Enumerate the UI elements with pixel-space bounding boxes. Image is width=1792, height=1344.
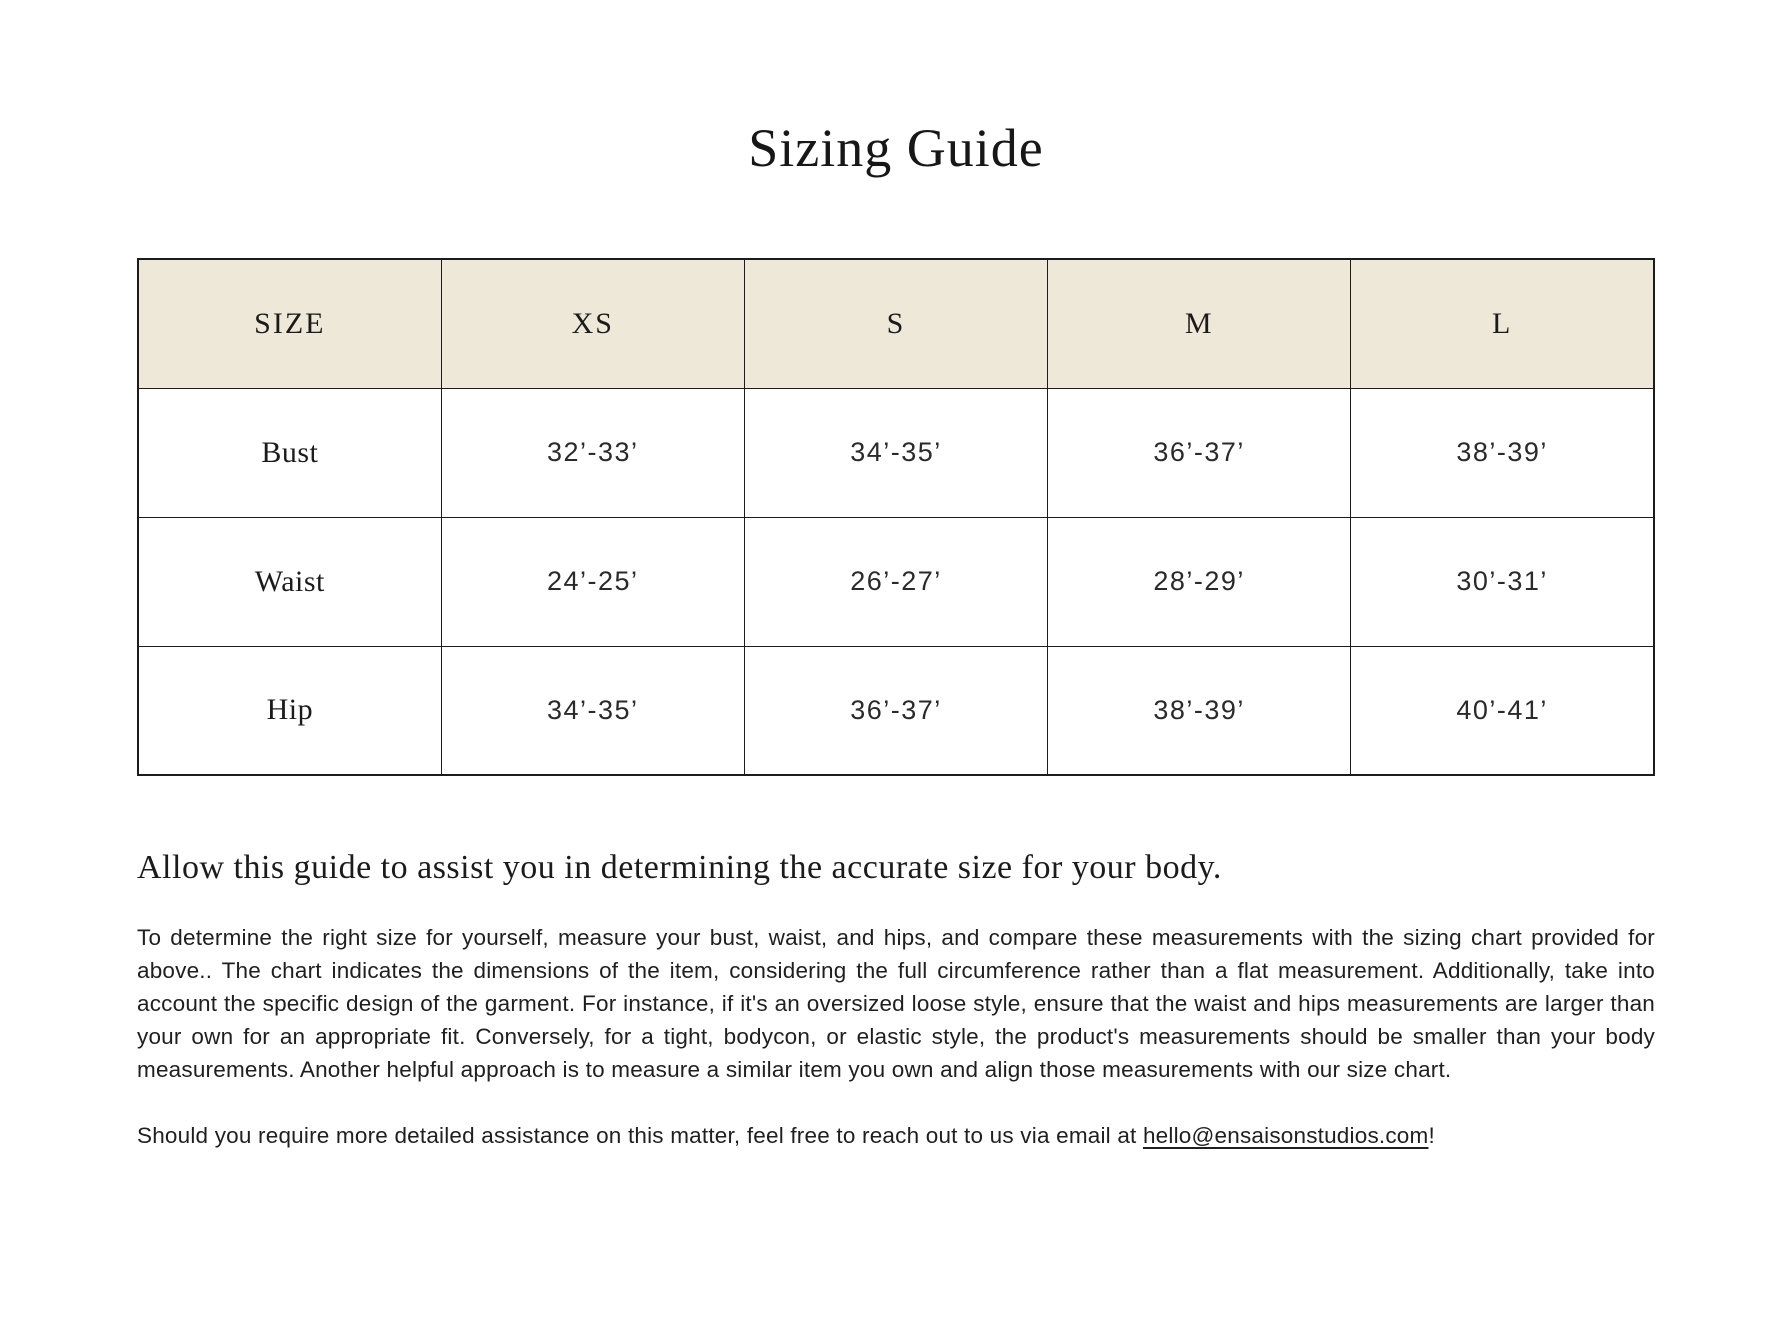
contact-text: Should you require more detailed assistance on this matter, feel free to reach out to us via email at bbox=[137, 1123, 1143, 1148]
table-header-row bbox=[138, 259, 1654, 388]
hip-l-value: 40’-41’ bbox=[1351, 646, 1654, 775]
bust-m-value: 36’-37’ bbox=[1048, 388, 1351, 517]
size-table-body bbox=[138, 388, 1654, 775]
column-header-m: M bbox=[1048, 259, 1351, 388]
column-header-s: S bbox=[744, 259, 1047, 388]
bust-s-value: 34’-35’ bbox=[744, 388, 1047, 517]
table-row-waist bbox=[138, 517, 1654, 646]
row-label-hip: Hip bbox=[138, 646, 441, 775]
contact-line bbox=[137, 1119, 1655, 1152]
hip-s-value: 36’-37’ bbox=[744, 646, 1047, 775]
column-header-xs: XS bbox=[441, 259, 744, 388]
column-header-size: SIZE bbox=[138, 259, 441, 388]
waist-m-value: 28’-29’ bbox=[1048, 517, 1351, 646]
row-label-waist: Waist bbox=[138, 517, 441, 646]
table-row-bust bbox=[138, 388, 1654, 517]
table-row-hip bbox=[138, 646, 1654, 775]
contact-suffix: ! bbox=[1428, 1123, 1435, 1148]
hip-xs-value: 34’-35’ bbox=[441, 646, 744, 775]
row-label-bust: Bust bbox=[138, 388, 441, 517]
size-table-header bbox=[138, 259, 1654, 388]
guide-paragraph: To determine the right size for yourself, measure your bust, waist, and hips, and compare these measurements with the sizing chart provided for above.. The chart indicates the dimensions of the item, considering the full circumference rather than a flat measurement. Additionally, take into account the specific design of the garment. For instance, if it's an oversized loose style, ensure that the waist and hips measurements are larger than your own for an appropriate fit. Conversely, for a tight, bodycon, or elastic style, the product's measurements should be smaller than your body measurements. Another helpful approach is to measure a similar item you own and align those measurements with our size chart. bbox=[137, 925, 1655, 1082]
bust-l-value: 38’-39’ bbox=[1351, 388, 1654, 517]
waist-xs-value: 24’-25’ bbox=[441, 517, 744, 646]
column-header-l: L bbox=[1351, 259, 1654, 388]
bust-xs-value: 32’-33’ bbox=[441, 388, 744, 517]
guide-subheading: Allow this guide to assist you in determining the accurate size for your body. bbox=[137, 849, 1222, 886]
email-link[interactable]: hello@ensaisonstudios.com bbox=[1142, 1123, 1429, 1148]
page-title: Sizing Guide bbox=[748, 118, 1044, 178]
size-table bbox=[137, 258, 1655, 776]
waist-l-value: 30’-31’ bbox=[1351, 517, 1654, 646]
waist-s-value: 26’-27’ bbox=[744, 517, 1047, 646]
hip-m-value: 38’-39’ bbox=[1048, 646, 1351, 775]
